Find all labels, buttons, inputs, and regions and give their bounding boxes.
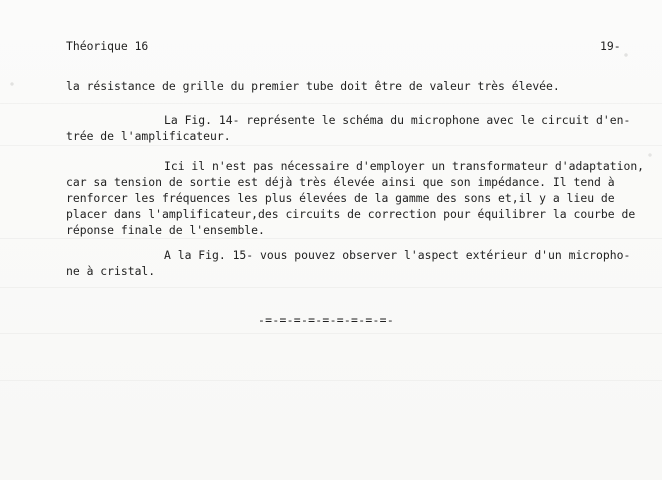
text-line: la résistance de grille du premier tube doit être de valeur très élevée. <box>66 79 560 93</box>
page-header-left: Théorique 16 <box>66 39 149 53</box>
scan-ghost-line <box>0 238 662 239</box>
text-line: ne à cristal. <box>66 264 156 278</box>
text-line: Ici il n'est pas nécessaire d'employer un transformateur d'adaptation, <box>164 159 645 173</box>
page-number: 19- <box>600 39 621 53</box>
text-line: placer dans l'amplificateur,des circuits de correction pour équilibrer la courbe de <box>66 207 636 221</box>
scan-ghost-line <box>0 287 662 288</box>
text-line: renforcer les fréquences les plus élevées de la gamme des sons et,il y a lieu de <box>66 191 615 205</box>
scan-ghost-line <box>0 145 662 146</box>
scan-ghost-line <box>0 380 662 381</box>
text-line: A la Fig. 15- vous pouvez observer l'aspect extérieur d'un micropho- <box>164 248 631 262</box>
text-line: réponse finale de l'ensemble. <box>66 223 265 237</box>
text-line: car sa tension de sortie est déjà très élevée ainsi que son impédance. Il tend à <box>66 175 615 189</box>
text-line: trée de l'amplificateur. <box>66 129 231 143</box>
scan-ghost-line <box>0 333 662 334</box>
text-line: La Fig. 14- représente le schéma du microphone avec le circuit d'en- <box>164 113 631 127</box>
section-separator: -=-=-=-=-=-=-=-=-=- <box>258 313 394 327</box>
scan-ghost-line <box>0 103 662 104</box>
